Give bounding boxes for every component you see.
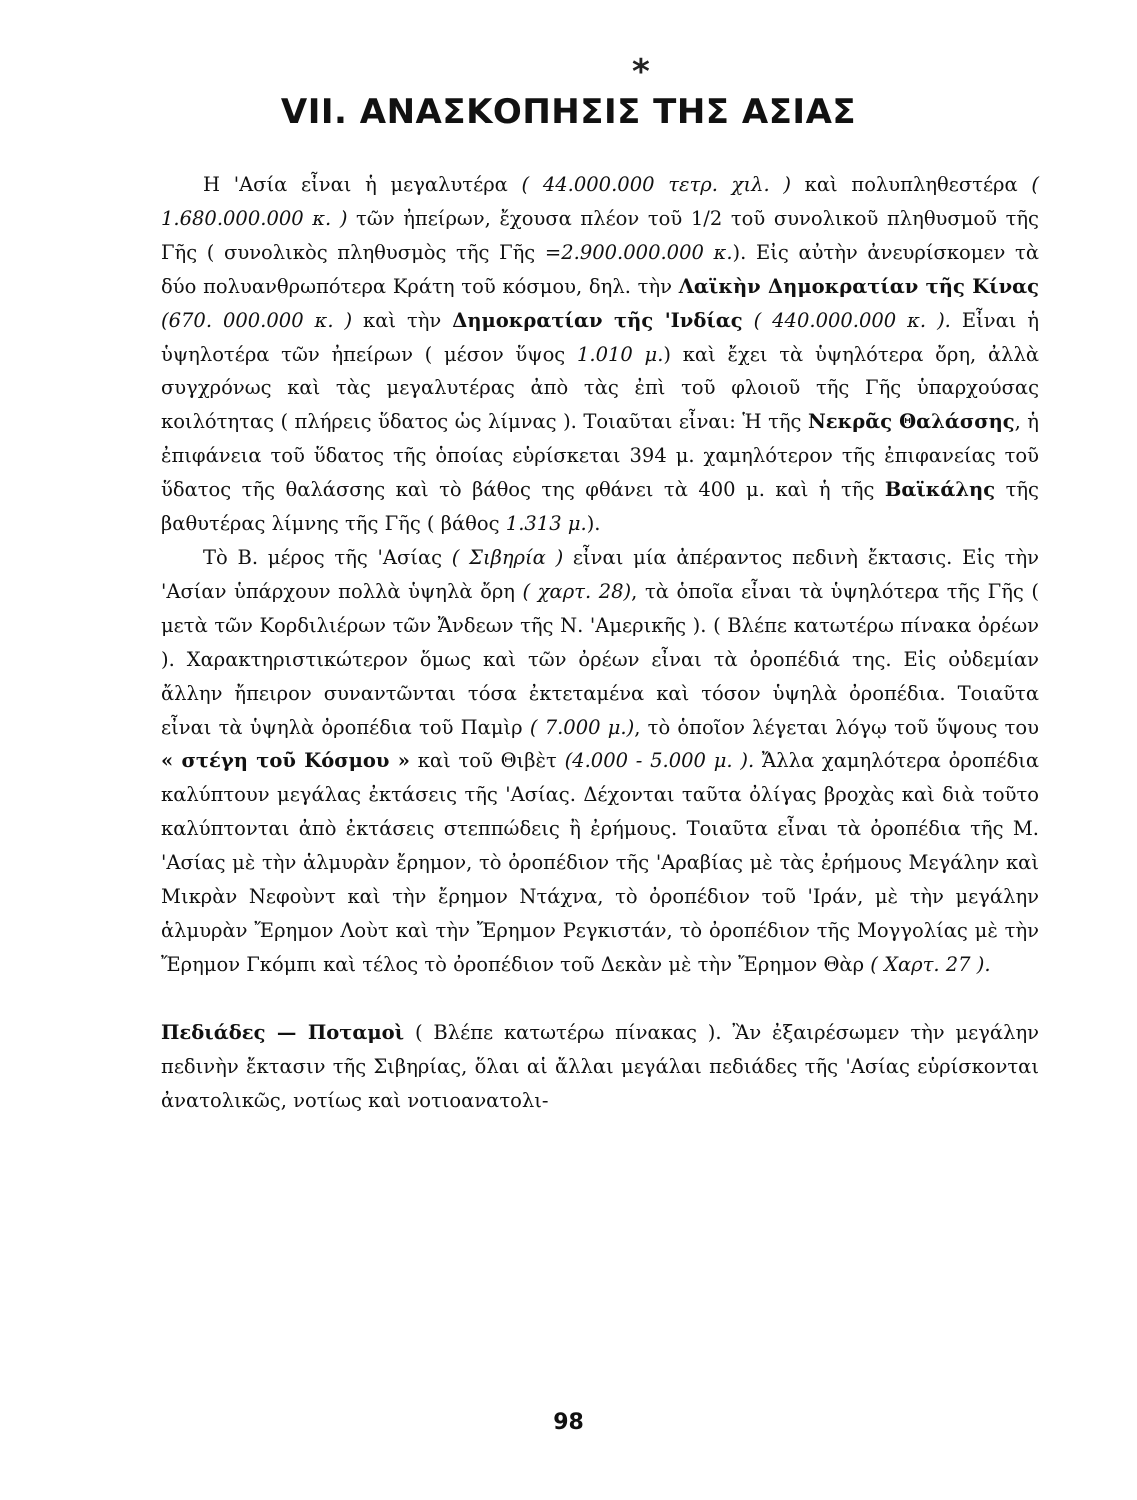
italic-baikal-depth: 1.313 μ. — [505, 512, 587, 536]
bold-term-baikal: Βαϊκάλης — [884, 478, 996, 502]
body-text — [161, 168, 1039, 1117]
bold-term-india: Δημοκρατίαν τῆς 'Ινδίας — [452, 308, 743, 332]
text-run: , ἡ ἐπιφάνεια τοῦ ὕδατος τῆς ὁποίας εὑρίσκεται 394 μ. χαμηλότερον τῆς ἐπιφανείας τοῦ ὕδατος τῆς θαλάσσης καὶ τὸ βάθος της φθάνει τὰ 400 μ. καὶ ἡ τῆς — [161, 410, 1039, 502]
italic-india-population: ( 440.000.000 κ. ). — [753, 308, 951, 332]
text-run: εἶναι μία ἀπέραντος πεδινὴ ἔκτασις. Εἰς τὴν 'Ασίαν ὑπάρχουν πολλὰ ὑψηλὰ ὄρη — [161, 545, 1039, 603]
text-run: καὶ τὴν — [352, 308, 453, 332]
italic-population-figure: ( 1.680.000.000 κ. ) — [161, 173, 1040, 230]
italic-tibet-height: (4.000 - 5.000 μ. ). — [564, 749, 755, 773]
text-run: Ἄλλα χαμηλότερα ὀροπέδια καλύπτουν μεγάλας ἐκτάσεις τῆς 'Ασίας. Δέχονται ταῦτα ὀλίγας βροχὰς καὶ διὰ τοῦτο καλύπτονται ἀπὸ ἐκτάσεις στεππώδεις ἢ ἐρήμους. Τοιαῦτα εἶναι τὰ ὀροπέδια τῆς Μ. 'Ασίας μὲ τὴν ἁλμυρὰν ἔρημον, τὸ ὀροπέδιον τῆς 'Αραβίας μὲ τὰς ἐρήμους Μεγάλην καὶ Μικρὰν Νεφοὺντ καὶ τὴν ἔρημον Ντάχνα, τὸ ὀροπέδιον τοῦ 'Ιράν, μὲ τὴν μεγάλην ἁλμυρὰν Ἔρημον Λοὺτ καὶ τὴν Ἔρημον Ρεγκιστάν, τὸ ὀροπέδιον τῆς Μογγολίας μὲ τὴν Ἔρημον Γκόμπι καὶ τέλος τὸ ὀροπέδιον τοῦ Δεκὰν μὲ τὴν Ἔρημον Θὰρ — [161, 749, 1040, 976]
text-run: Η 'Ασία εἶναι ἡ μεγαλυτέρα — [203, 173, 522, 196]
paragraph-plains-rivers — [161, 1016, 1039, 1118]
text-run: Εἶναι ἡ ὑψηλοτέρα τῶν ἠπείρων ( μέσον ὕψος — [161, 308, 1039, 366]
italic-mean-height: 1.010 μ. — [576, 342, 664, 366]
text-run: , τὰ ὁποῖα εἶναι τὰ ὑψηλότερα τῆς Γῆς ( μετὰ τῶν Κορδιλιέρων τῶν Ἄνδεων τῆς Ν. 'Αμερικῆς ). ( Βλέπε κατωτέρω πίνακα ὀρέων ). Χαρακτηριστικώτερον ὅμως καὶ τῶν ὀρέων εἶναι τὰ ὀροπέδιά της. Εἰς οὐδεμίαν ἄλλην ἤπειρον συναντῶνται τόσα ἐκτεταμένα καὶ τόσον ὑψηλὰ ὀροπέδια. Τοιαῦτα εἶναι τὰ ὑψηλὰ ὀροπέδια τοῦ Παμὶρ — [161, 579, 1039, 739]
chapter-title: VII. ΑΝΑΣΚΟΠΗΣΙΣ ΤΗΣ ΑΣΙΑΣ — [280, 92, 857, 132]
text-run: τῶν ἠπείρων, ἔχουσα πλέον τοῦ 1/2 τοῦ συνολικοῦ πληθυσμοῦ τῆς Γῆς ( συνολικὸς πληθυσμὸς τῆς Γῆς — [161, 206, 1039, 264]
text-run: τῆς βαθυτέρας λίμνης τῆς Γῆς ( βάθος — [161, 478, 1039, 536]
bold-term-dead-sea: Νεκρᾶς Θαλάσσης — [807, 410, 1015, 434]
italic-world-population-figure: =2.900.000.000 κ. — [544, 240, 733, 264]
text-run — [743, 309, 754, 332]
italic-area-figure: ( 44.000.000 τετρ. χιλ. ) — [521, 173, 791, 196]
text-run: Τὸ Β. μέρος τῆς 'Ασίας — [203, 545, 452, 569]
paragraph-asia-overview — [161, 168, 1039, 541]
italic-china-population: (670. 000.000 κ. ) — [161, 308, 353, 332]
italic-map-ref-27: ( Χαρτ. 27 ). — [870, 952, 991, 976]
text-run: ). Εἰς αὐτὴν ἀνευρίσκομεν τὰ δύο πολυανθρωπότερα Κράτη τοῦ κόσμου, δηλ. τὴν — [161, 240, 1040, 298]
page-number: 98 — [553, 1410, 584, 1435]
text-run: καὶ πολυπληθεστέρα — [790, 173, 1032, 196]
text-run: ( Βλέπε κατωτέρω πίνακας ). Ἂν ἐξαιρέσωμεν τὴν μεγάλην πεδινὴν ἔκτασιν τῆς Σιβηρίας, ὅλαι αἱ ἄλλαι μεγάλαι πεδιάδες τῆς 'Ασίας εὑρίσκονται ἀνατολικῶς, νοτίως καὶ νοτιοανατολι- — [161, 1020, 1039, 1112]
paragraph-relief — [161, 541, 1039, 982]
text-run: ). — [586, 512, 601, 536]
text-run: καὶ τοῦ Θιβὲτ — [409, 749, 565, 773]
text-run: , τὸ ὁποῖον λέγεται λόγῳ τοῦ ὕψους του — [634, 715, 1039, 739]
handwritten-asterisk-mark: * — [632, 52, 650, 92]
italic-pamir-height: ( 7.000 μ.) — [529, 715, 635, 739]
text-run: ) καὶ ἔχει τὰ ὑψηλότερα ὄρη, ἀλλὰ συγχρόνως καὶ τὰς μεγαλυτέρας ἀπὸ τὰς ἐπὶ τοῦ φλοιοῦ τῆς Γῆς ὑπαρχούσας κοιλότητας ( πλήρεις ὕδατος ὡς λίμνας ). Τοιαῦται εἶναι: Ἡ τῆς — [161, 342, 1039, 434]
bold-section-heading: Πεδιάδες — Ποταμοὶ — [161, 1020, 405, 1044]
italic-siberia: ( Σιβηρία ) — [451, 545, 564, 569]
bold-term-roof-of-world: « στέγη τοῦ Κόσμου » — [161, 749, 410, 773]
bold-term-china: Λαϊκὴν Δημοκρατίαν τῆς Κίνας — [678, 274, 1039, 298]
italic-map-ref-28: ( χαρτ. 28) — [522, 579, 632, 603]
